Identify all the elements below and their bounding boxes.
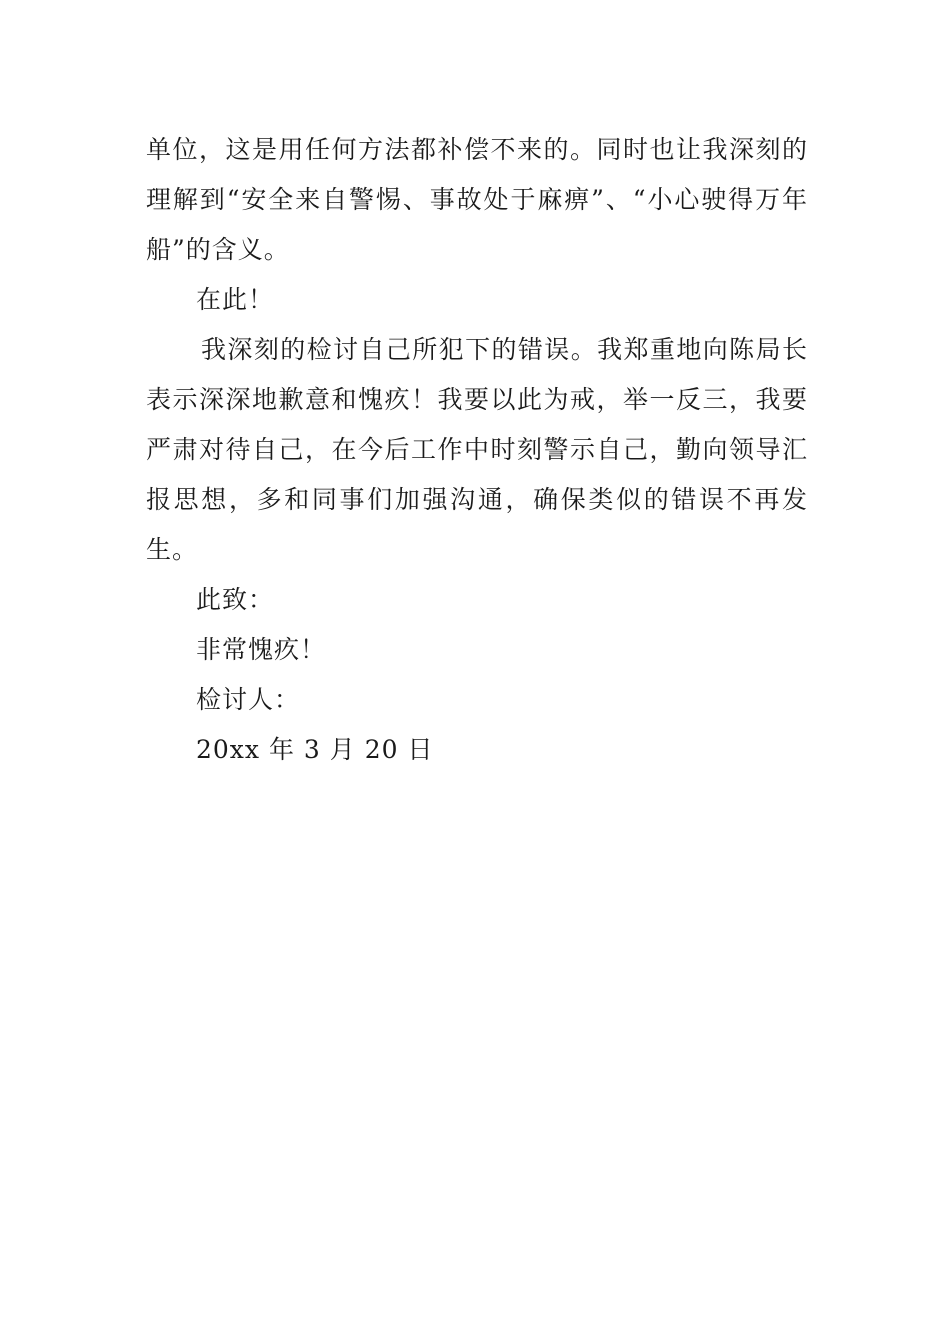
closing-salutation: 此致：: [196, 585, 275, 614]
signature-label: 检讨人：: [196, 685, 301, 714]
paragraph-continuation: 单位，这是用任何方法都补偿不来的。同时也让我深刻的理解到“安全来自警惕、事故处于麻痹”、“小心驶得万年船”的含义。: [146, 135, 808, 264]
paragraph-herewith: 在此！: [196, 285, 275, 314]
document-body: [146, 125, 808, 775]
document-date: 20xx 年 3 月 20 日: [196, 735, 434, 764]
closing-remark: 非常愧疚！: [196, 635, 327, 664]
paragraph-apology: 我深刻的检讨自己所犯下的错误。我郑重地向陈局长表示深深地歉意和愧疚！我要以此为戒，举一反三，我要严肃对待自己，在今后工作中时刻警示自己，勤向领导汇报思想，多和同事们加强沟通，确保类似的错误不再发生。: [146, 335, 808, 564]
